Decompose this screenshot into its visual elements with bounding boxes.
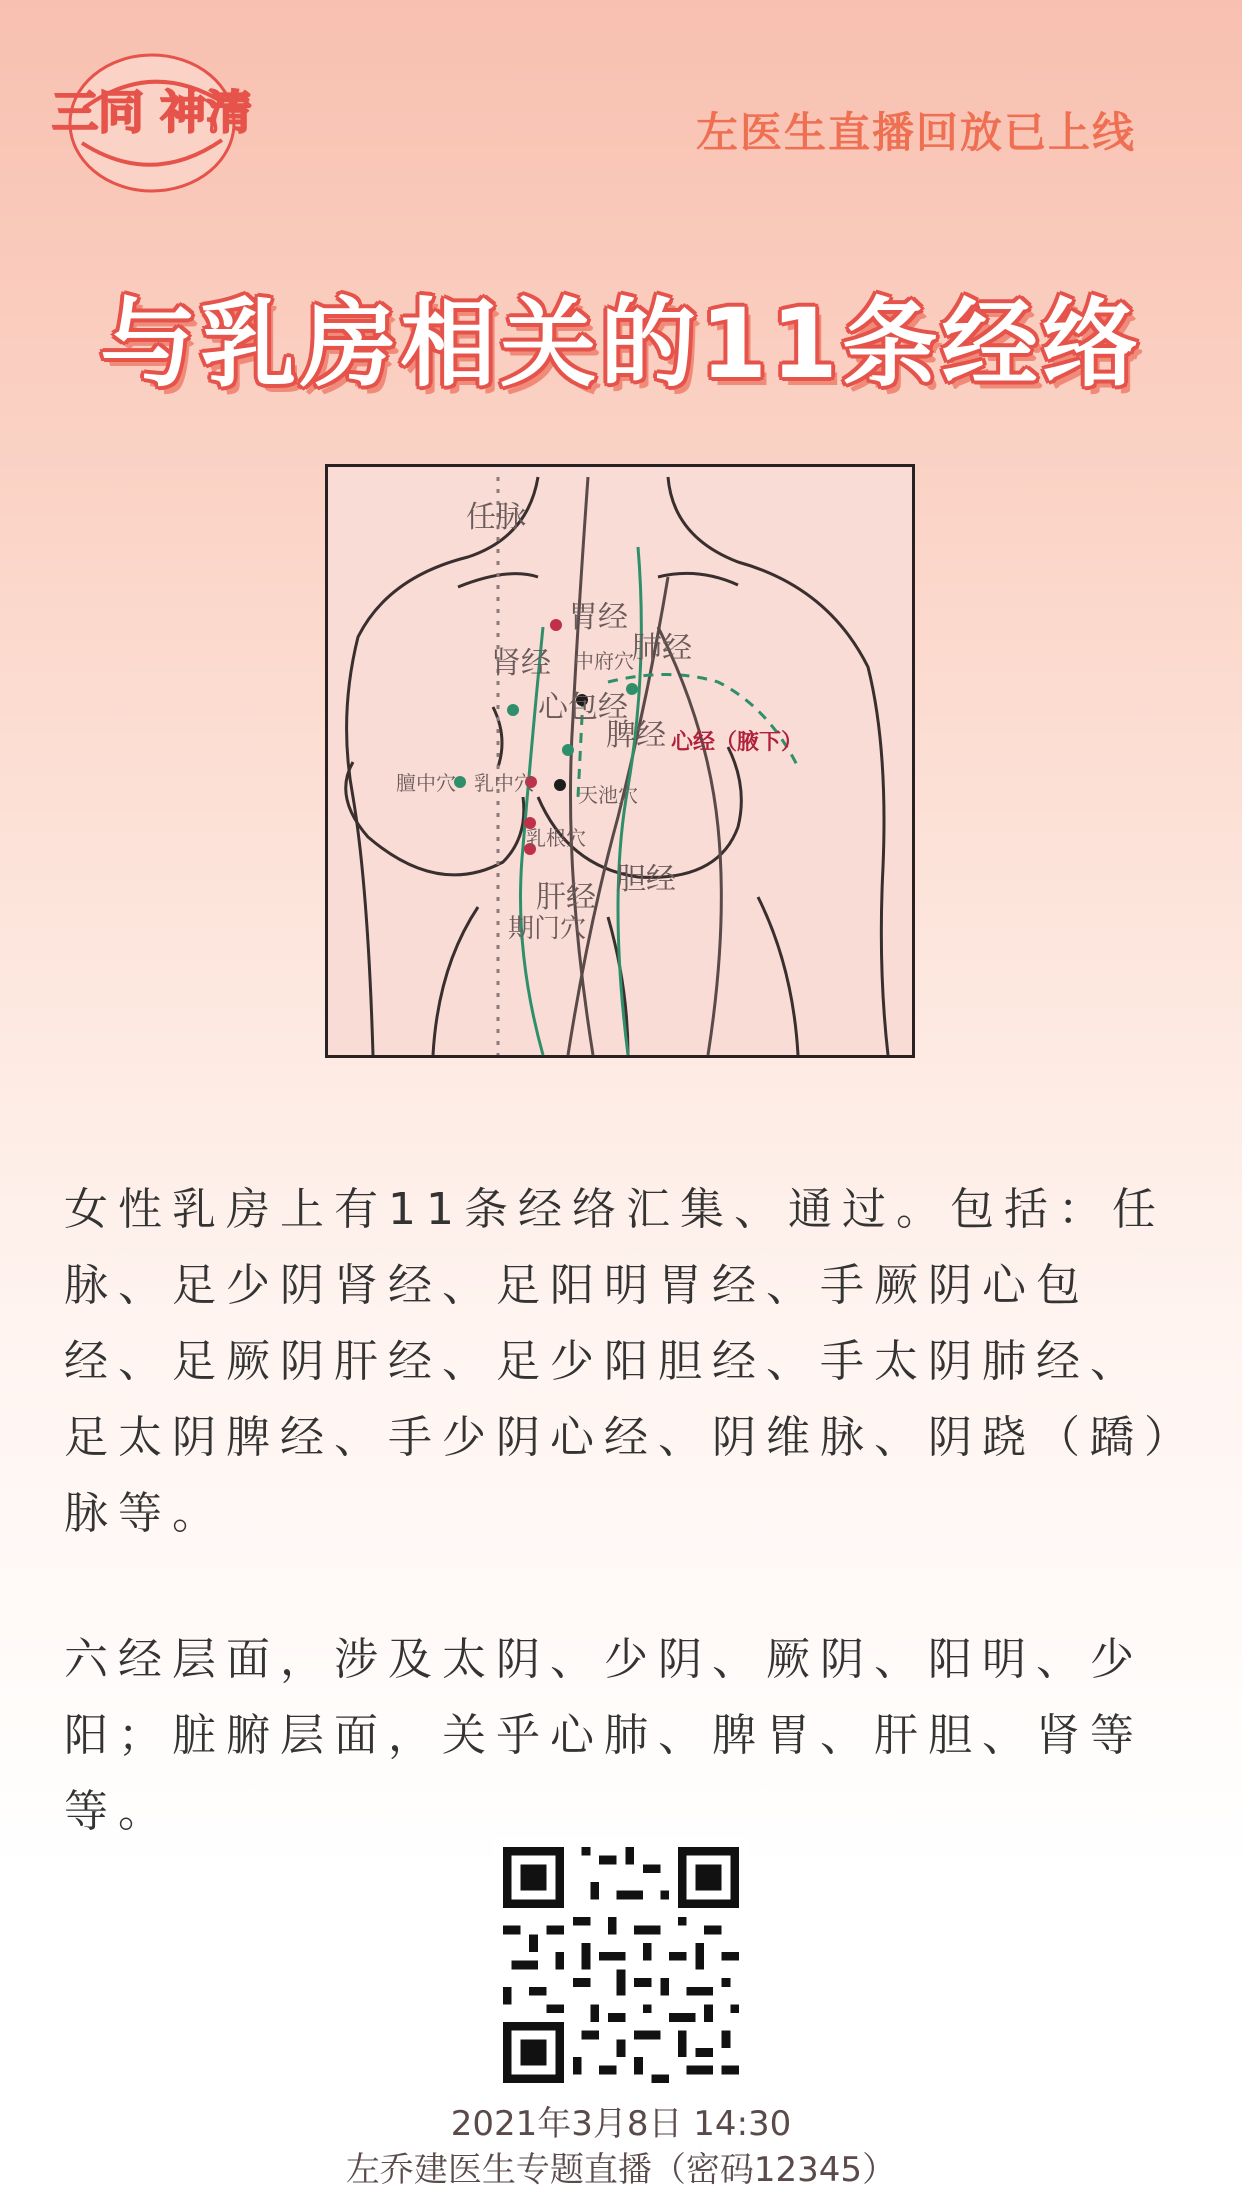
meridian-diagram: [325, 464, 915, 1058]
page-title: 与乳房相关的11条经络: [100, 288, 1142, 400]
label-danjing: 胆经: [616, 862, 676, 897]
label-weijing: 胃经: [568, 600, 628, 635]
label-xinjing: 心经（腋下）: [671, 730, 804, 755]
logo-text: 三同 神清: [51, 85, 253, 139]
shenjing-point: [507, 704, 519, 716]
label-tianchi: 天池穴: [578, 783, 638, 807]
broadcast-title: 左乔建医生专题直播（密码12345）: [345, 2150, 897, 2190]
label-shenjing: 肾经: [491, 646, 551, 681]
paragraph-meridians: 女性乳房上有11条经络汇集、通过。包括：任脉、足少阴肾经、足阳明胃经、手厥阴心包经、足厥阴肝经、足少阳胆经、手太阴肺经、足太阴脾经、手少阴心经、阴维脉、阴跷（蹻）脉等。: [64, 1184, 1176, 1539]
label-zhongfu: 中府穴: [574, 649, 634, 673]
label-xinbaojing: 心包经: [538, 690, 628, 725]
qr-code[interactable]: [494, 1838, 748, 2092]
label-qimen: 期门穴: [508, 914, 587, 944]
label-ruzhong: 乳中穴: [474, 771, 534, 795]
broadcast-datetime: 2021年3月8日 14:30: [450, 2104, 792, 2144]
replay-announcement[interactable]: 左医生直播回放已上线: [695, 108, 1136, 157]
weijing-point: [550, 619, 562, 631]
paragraph-levels: 六经层面，涉及太阴、少阴、厥阴、阳明、少阳；脏腑层面，关乎心肺、脾胃、肝胆、肾等等。: [64, 1634, 1144, 1837]
xinbaojing-point: [562, 744, 574, 756]
label-tanzhong: 膻中穴: [396, 771, 456, 795]
logo: [51, 48, 253, 198]
tianchi-point: [554, 779, 566, 791]
danjing-line: [658, 627, 721, 1055]
label-ganjing: 肝经: [536, 880, 596, 915]
label-rugen: 乳根穴: [526, 826, 586, 850]
body-outline: [346, 477, 888, 1055]
label-pijing: 脾经: [606, 718, 666, 753]
label-renmai: 任脉: [466, 500, 526, 535]
label-feijing: 肺经: [632, 631, 692, 666]
